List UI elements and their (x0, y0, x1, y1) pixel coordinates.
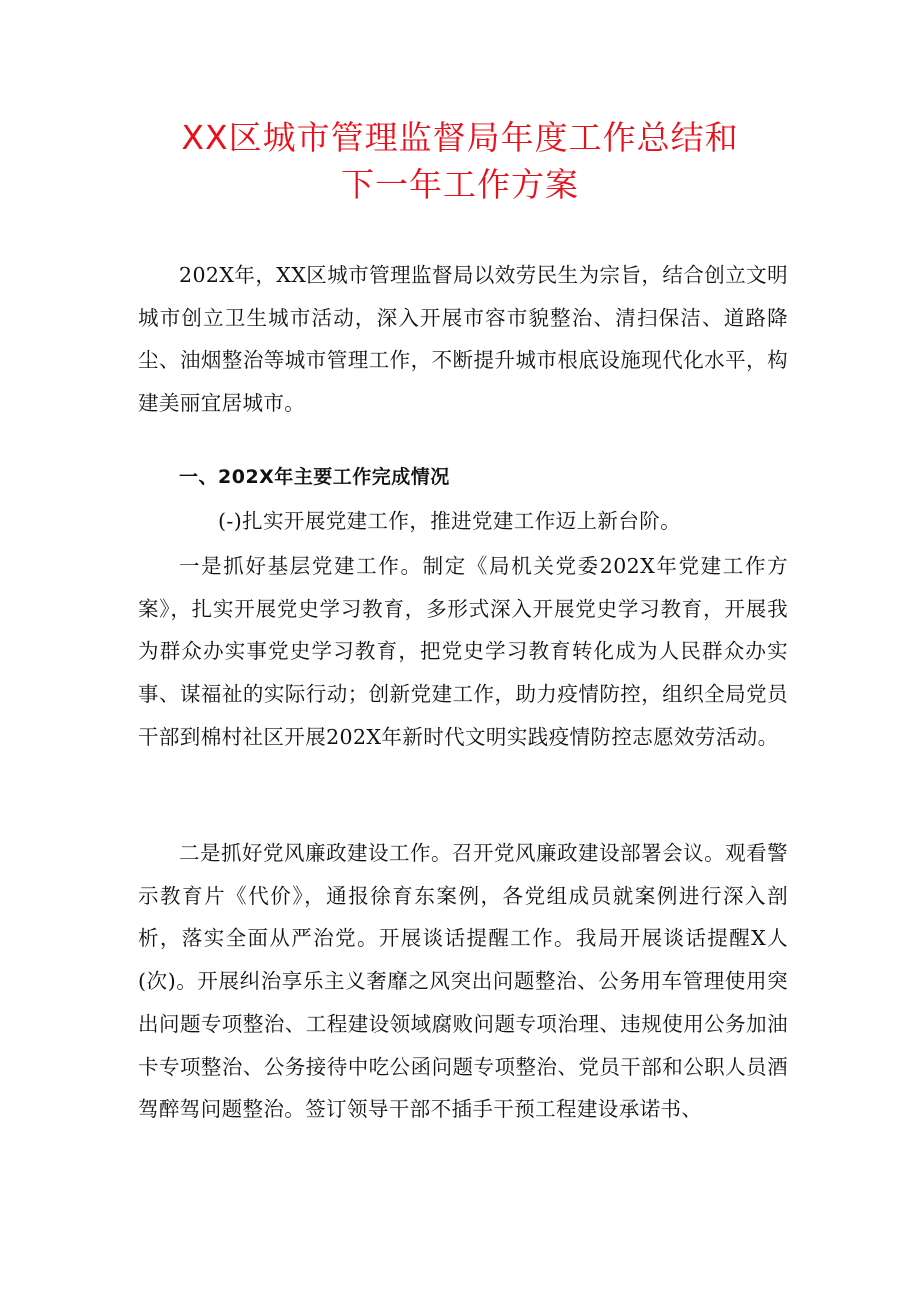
intro-paragraph: 202X年，XX区城市管理监督局以效劳民生为宗旨，结合创立文明城市创立卫生城市活动，深入开展市容市貌整治、清扫保洁、道路降尘、油烟整治等城市管理工作，不断提升城市根底设施现代化水平，构建美丽宜居城市。 (138, 263, 788, 416)
document-title-line-2: 下一年工作方案 (341, 165, 579, 204)
subsection-heading: (-)扎实开展党建工作，推进党建工作迈上新台阶。 (218, 509, 682, 533)
paragraph-party-building: 一是抓好基层党建工作。制定《局机关党委202X年党建工作方案》，扎实开展党史学习教育，多形式深入开展党史学习教育，开展我为群众办实事党史学习教育，把党史学习教育转化成为人民群众办实事、谋福祉的实际行动；创新党建工作，助力疫情防控，组织全局党员干部到棉村社区开展202X年新时代文明实践疫情防控志愿效劳活动。 (138, 554, 788, 749)
section-heading: 一、202X年主要工作完成情况 (179, 466, 450, 488)
paragraph-integrity-building: 二是抓好党风廉政建设工作。召开党风廉政建设部署会议。观看警示教育片《代价》，通报徐育东案例，各党组成员就案例进行深入剖析，落实全面从严治党。开展谈话提醒工作。我局开展谈话提醒X人(次)。开展纠治享乐主义奢靡之风突出问题整治、公务用车管理使用突出问题专项整治、工程建设领域腐败问题专项治理、违规使用公务加油卡专项整治、公务接待中吃公函问题专项整治、党员干部和公职人员酒驾醉驾问题整治。签订领导干部不插手干预工程建设承诺书、 (138, 841, 788, 1122)
document-title-line-1: XX区城市管理监督局年度工作总结和 (181, 118, 739, 157)
